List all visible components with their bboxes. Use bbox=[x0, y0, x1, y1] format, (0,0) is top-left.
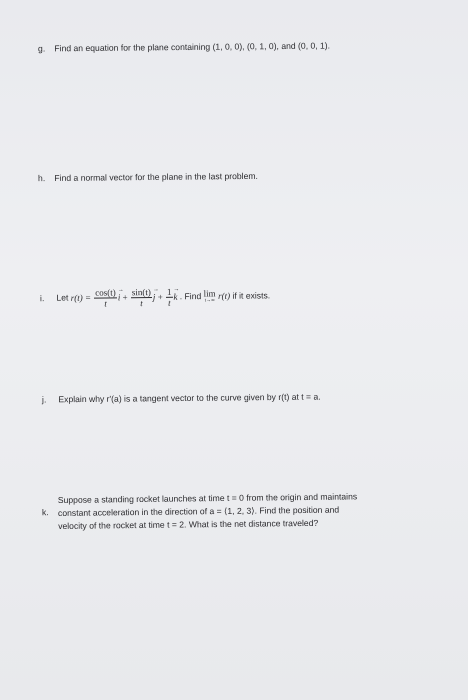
limit-subscript: t→∞ bbox=[204, 298, 215, 304]
fraction-cos-denominator: t bbox=[104, 298, 107, 309]
problem-k-line-1: Suppose a standing rocket launches at time t = 0 from the origin and maintains bbox=[57, 491, 358, 506]
vector-r-lhs: r(t) = bbox=[70, 292, 92, 303]
unit-vector-i: → i bbox=[118, 291, 121, 303]
plus-sign-1: + bbox=[122, 291, 128, 302]
fraction-one bbox=[166, 287, 173, 308]
problem-g-text: Find an equation for the plane containing (1, 0, 0), (0, 1, 0), and (0, 0, 1). bbox=[54, 40, 331, 54]
problem-g bbox=[38, 39, 330, 54]
problem-j bbox=[42, 391, 321, 406]
fraction-cos bbox=[94, 287, 117, 308]
unit-vector-j: → j bbox=[153, 291, 156, 303]
limit-operator bbox=[204, 290, 216, 304]
problem-i-let: Let bbox=[56, 292, 69, 303]
plus-sign-2: + bbox=[157, 291, 163, 302]
unit-vector-k: → k bbox=[173, 290, 177, 302]
fraction-sin-numerator: sin(t) bbox=[131, 287, 151, 298]
problem-k bbox=[41, 490, 388, 533]
problem-i-label: i. bbox=[39, 292, 45, 303]
problem-i-tail: if it exists. bbox=[232, 290, 271, 301]
problem-h bbox=[38, 170, 258, 184]
fraction-sin-denominator: t bbox=[140, 298, 143, 309]
problem-i-formula bbox=[70, 286, 180, 309]
problem-k-line-3: velocity of the rocket at time t = 2. What is the net distance traveled? bbox=[58, 517, 319, 532]
limit-word: lim bbox=[203, 288, 216, 299]
problem-h-text: Find a normal vector for the plane in the last problem. bbox=[54, 170, 258, 183]
limit-expression: r(t) bbox=[217, 290, 231, 301]
problem-i-find: . Find bbox=[179, 291, 202, 302]
problem-j-label: j. bbox=[41, 394, 47, 405]
fraction-cos-numerator: cos(t) bbox=[95, 287, 116, 298]
problem-i bbox=[40, 286, 270, 309]
fraction-one-denominator: t bbox=[167, 297, 171, 308]
problem-j-text: Explain why r'(a) is a tangent vector to the curve given by r(t) at t = a. bbox=[58, 391, 321, 405]
problem-g-label: g. bbox=[37, 43, 46, 54]
problem-h-label: h. bbox=[37, 173, 46, 184]
fraction-sin bbox=[131, 287, 152, 308]
problem-k-label: k. bbox=[41, 507, 49, 518]
fraction-one-numerator: 1 bbox=[166, 286, 172, 297]
problem-k-line-2: constant acceleration in the direction of a = ⟨1, 2, 3⟩. Find the position and bbox=[57, 504, 340, 519]
